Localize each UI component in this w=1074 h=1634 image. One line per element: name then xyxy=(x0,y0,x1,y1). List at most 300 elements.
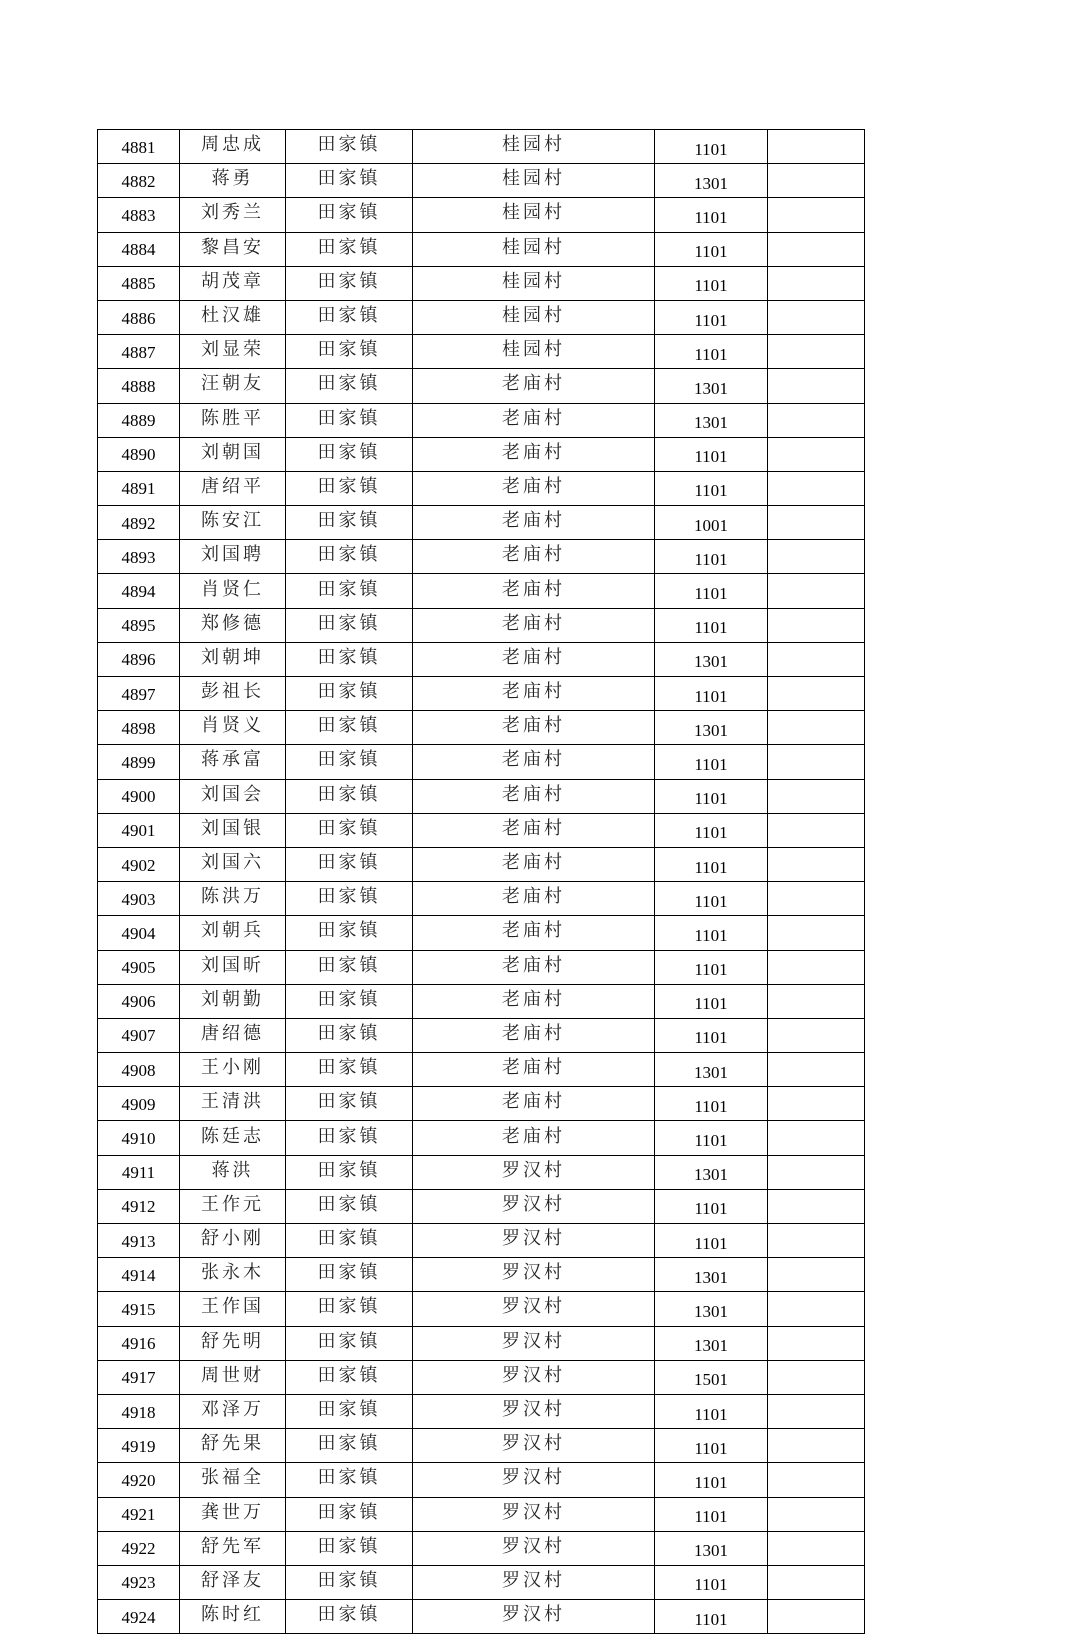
cell-note xyxy=(768,847,865,881)
cell-code: 1301 xyxy=(655,403,768,437)
cell-village: 罗汉村 xyxy=(413,1394,655,1428)
cell-name: 陈时红 xyxy=(180,1600,286,1634)
cell-code: 1101 xyxy=(655,847,768,881)
cell-village: 罗汉村 xyxy=(413,1258,655,1292)
table-row xyxy=(98,1497,865,1531)
cell-town: 田家镇 xyxy=(286,1258,413,1292)
cell-index: 4920 xyxy=(98,1463,180,1497)
table-row xyxy=(98,950,865,984)
cell-code: 1101 xyxy=(655,1224,768,1258)
cell-note xyxy=(768,1600,865,1634)
table-row xyxy=(98,1155,865,1189)
cell-note xyxy=(768,1497,865,1531)
cell-note xyxy=(768,677,865,711)
table-row xyxy=(98,1121,865,1155)
table-row xyxy=(98,1429,865,1463)
cell-note xyxy=(768,471,865,505)
cell-village: 罗汉村 xyxy=(413,1565,655,1599)
cell-village: 罗汉村 xyxy=(413,1600,655,1634)
cell-village: 罗汉村 xyxy=(413,1360,655,1394)
cell-code: 1101 xyxy=(655,1497,768,1531)
cell-town: 田家镇 xyxy=(286,1600,413,1634)
cell-code: 1301 xyxy=(655,1258,768,1292)
table-row xyxy=(98,1189,865,1223)
cell-town: 田家镇 xyxy=(286,711,413,745)
cell-town: 田家镇 xyxy=(286,1497,413,1531)
cell-village: 老庙村 xyxy=(413,745,655,779)
cell-index: 4897 xyxy=(98,677,180,711)
cell-town: 田家镇 xyxy=(286,882,413,916)
table-row xyxy=(98,847,865,881)
cell-note xyxy=(768,574,865,608)
cell-index: 4923 xyxy=(98,1565,180,1599)
cell-town: 田家镇 xyxy=(286,642,413,676)
cell-note xyxy=(768,198,865,232)
cell-note xyxy=(768,608,865,642)
cell-village: 罗汉村 xyxy=(413,1497,655,1531)
cell-village: 老庙村 xyxy=(413,711,655,745)
cell-village: 罗汉村 xyxy=(413,1155,655,1189)
cell-code: 1101 xyxy=(655,574,768,608)
cell-name: 胡茂章 xyxy=(180,266,286,300)
cell-code: 1101 xyxy=(655,1565,768,1599)
cell-village: 罗汉村 xyxy=(413,1531,655,1565)
cell-town: 田家镇 xyxy=(286,574,413,608)
cell-note xyxy=(768,1531,865,1565)
cell-code: 1101 xyxy=(655,540,768,574)
cell-name: 肖贤仁 xyxy=(180,574,286,608)
cell-village: 罗汉村 xyxy=(413,1326,655,1360)
records-table-body xyxy=(98,130,865,1634)
cell-village: 老庙村 xyxy=(413,916,655,950)
cell-note xyxy=(768,882,865,916)
cell-name: 肖贤义 xyxy=(180,711,286,745)
cell-town: 田家镇 xyxy=(286,1121,413,1155)
cell-note xyxy=(768,779,865,813)
cell-note xyxy=(768,1565,865,1599)
cell-index: 4900 xyxy=(98,779,180,813)
cell-name: 王小刚 xyxy=(180,1053,286,1087)
table-row xyxy=(98,677,865,711)
cell-note xyxy=(768,335,865,369)
cell-town: 田家镇 xyxy=(286,1360,413,1394)
table-row xyxy=(98,608,865,642)
cell-index: 4917 xyxy=(98,1360,180,1394)
cell-name: 王作元 xyxy=(180,1189,286,1223)
cell-index: 4924 xyxy=(98,1600,180,1634)
cell-note xyxy=(768,130,865,164)
cell-name: 蒋洪 xyxy=(180,1155,286,1189)
cell-name: 舒先果 xyxy=(180,1429,286,1463)
table-row xyxy=(98,745,865,779)
table-row xyxy=(98,1258,865,1292)
table-row xyxy=(98,1360,865,1394)
cell-index: 4892 xyxy=(98,506,180,540)
cell-note xyxy=(768,1087,865,1121)
cell-village: 老庙村 xyxy=(413,1087,655,1121)
cell-note xyxy=(768,1155,865,1189)
cell-note xyxy=(768,950,865,984)
cell-index: 4909 xyxy=(98,1087,180,1121)
cell-code: 1101 xyxy=(655,1429,768,1463)
cell-name: 汪朝友 xyxy=(180,369,286,403)
cell-index: 4919 xyxy=(98,1429,180,1463)
cell-note xyxy=(768,984,865,1018)
cell-town: 田家镇 xyxy=(286,540,413,574)
cell-village: 罗汉村 xyxy=(413,1429,655,1463)
cell-index: 4908 xyxy=(98,1053,180,1087)
cell-index: 4901 xyxy=(98,813,180,847)
cell-village: 桂园村 xyxy=(413,300,655,334)
cell-town: 田家镇 xyxy=(286,1155,413,1189)
cell-index: 4911 xyxy=(98,1155,180,1189)
table-row xyxy=(98,1224,865,1258)
table-row xyxy=(98,471,865,505)
cell-town: 田家镇 xyxy=(286,984,413,1018)
cell-village: 老庙村 xyxy=(413,779,655,813)
cell-village: 罗汉村 xyxy=(413,1292,655,1326)
cell-code: 1101 xyxy=(655,130,768,164)
cell-code: 1101 xyxy=(655,266,768,300)
cell-town: 田家镇 xyxy=(286,608,413,642)
cell-village: 罗汉村 xyxy=(413,1463,655,1497)
table-row xyxy=(98,984,865,1018)
cell-name: 刘国昕 xyxy=(180,950,286,984)
table-row xyxy=(98,232,865,266)
cell-index: 4895 xyxy=(98,608,180,642)
cell-note xyxy=(768,1053,865,1087)
cell-village: 桂园村 xyxy=(413,232,655,266)
table-row xyxy=(98,916,865,950)
table-row xyxy=(98,1292,865,1326)
cell-index: 4905 xyxy=(98,950,180,984)
cell-index: 4891 xyxy=(98,471,180,505)
cell-note xyxy=(768,711,865,745)
cell-village: 桂园村 xyxy=(413,130,655,164)
cell-town: 田家镇 xyxy=(286,677,413,711)
cell-town: 田家镇 xyxy=(286,471,413,505)
cell-name: 刘国银 xyxy=(180,813,286,847)
cell-index: 4904 xyxy=(98,916,180,950)
cell-code: 1301 xyxy=(655,711,768,745)
cell-village: 老庙村 xyxy=(413,1121,655,1155)
cell-index: 4896 xyxy=(98,642,180,676)
table-row xyxy=(98,369,865,403)
cell-village: 老庙村 xyxy=(413,847,655,881)
cell-town: 田家镇 xyxy=(286,745,413,779)
cell-town: 田家镇 xyxy=(286,916,413,950)
cell-village: 老庙村 xyxy=(413,540,655,574)
cell-town: 田家镇 xyxy=(286,300,413,334)
table-row xyxy=(98,1087,865,1121)
cell-code: 1101 xyxy=(655,232,768,266)
table-row xyxy=(98,1600,865,1634)
cell-town: 田家镇 xyxy=(286,813,413,847)
cell-index: 4886 xyxy=(98,300,180,334)
table-row xyxy=(98,1053,865,1087)
cell-name: 舒泽友 xyxy=(180,1565,286,1599)
cell-index: 4912 xyxy=(98,1189,180,1223)
cell-village: 老庙村 xyxy=(413,882,655,916)
cell-village: 老庙村 xyxy=(413,813,655,847)
cell-note xyxy=(768,1224,865,1258)
cell-town: 田家镇 xyxy=(286,198,413,232)
cell-index: 4906 xyxy=(98,984,180,1018)
cell-village: 老庙村 xyxy=(413,437,655,471)
cell-code: 1101 xyxy=(655,1600,768,1634)
table-row xyxy=(98,506,865,540)
cell-note xyxy=(768,1463,865,1497)
cell-code: 1301 xyxy=(655,1053,768,1087)
cell-code: 1101 xyxy=(655,950,768,984)
cell-code: 1101 xyxy=(655,1121,768,1155)
cell-name: 刘国聘 xyxy=(180,540,286,574)
cell-village: 老庙村 xyxy=(413,369,655,403)
cell-index: 4914 xyxy=(98,1258,180,1292)
cell-village: 老庙村 xyxy=(413,506,655,540)
cell-code: 1301 xyxy=(655,369,768,403)
cell-village: 老庙村 xyxy=(413,403,655,437)
cell-town: 田家镇 xyxy=(286,1463,413,1497)
cell-town: 田家镇 xyxy=(286,1189,413,1223)
cell-index: 4885 xyxy=(98,266,180,300)
cell-code: 1301 xyxy=(655,642,768,676)
cell-village: 老庙村 xyxy=(413,677,655,711)
cell-village: 老庙村 xyxy=(413,984,655,1018)
cell-note xyxy=(768,1018,865,1052)
cell-town: 田家镇 xyxy=(286,232,413,266)
cell-note xyxy=(768,1258,865,1292)
cell-town: 田家镇 xyxy=(286,1429,413,1463)
table-row xyxy=(98,540,865,574)
cell-index: 4910 xyxy=(98,1121,180,1155)
cell-village: 桂园村 xyxy=(413,164,655,198)
cell-name: 刘秀兰 xyxy=(180,198,286,232)
cell-code: 1101 xyxy=(655,1394,768,1428)
cell-index: 4889 xyxy=(98,403,180,437)
cell-name: 刘显荣 xyxy=(180,335,286,369)
table-row xyxy=(98,335,865,369)
cell-code: 1101 xyxy=(655,335,768,369)
cell-note xyxy=(768,745,865,779)
cell-town: 田家镇 xyxy=(286,847,413,881)
cell-code: 1101 xyxy=(655,745,768,779)
table-row xyxy=(98,1531,865,1565)
cell-name: 邓泽万 xyxy=(180,1394,286,1428)
cell-note xyxy=(768,300,865,334)
cell-code: 1101 xyxy=(655,471,768,505)
cell-name: 郑修德 xyxy=(180,608,286,642)
cell-note xyxy=(768,1326,865,1360)
cell-index: 4888 xyxy=(98,369,180,403)
cell-note xyxy=(768,1394,865,1428)
cell-village: 老庙村 xyxy=(413,642,655,676)
table-row xyxy=(98,1463,865,1497)
cell-note xyxy=(768,437,865,471)
table-row xyxy=(98,1565,865,1599)
cell-town: 田家镇 xyxy=(286,1224,413,1258)
cell-index: 4887 xyxy=(98,335,180,369)
cell-name: 黎昌安 xyxy=(180,232,286,266)
cell-town: 田家镇 xyxy=(286,266,413,300)
cell-index: 4882 xyxy=(98,164,180,198)
cell-name: 舒先明 xyxy=(180,1326,286,1360)
cell-index: 4915 xyxy=(98,1292,180,1326)
cell-note xyxy=(768,916,865,950)
cell-index: 4893 xyxy=(98,540,180,574)
cell-index: 4903 xyxy=(98,882,180,916)
cell-name: 陈安江 xyxy=(180,506,286,540)
cell-name: 杜汉雄 xyxy=(180,300,286,334)
cell-note xyxy=(768,1292,865,1326)
cell-code: 1501 xyxy=(655,1360,768,1394)
cell-index: 4907 xyxy=(98,1018,180,1052)
cell-code: 1101 xyxy=(655,437,768,471)
cell-name: 刘朝国 xyxy=(180,437,286,471)
cell-village: 老庙村 xyxy=(413,1053,655,1087)
cell-town: 田家镇 xyxy=(286,437,413,471)
table-row xyxy=(98,711,865,745)
table-row xyxy=(98,300,865,334)
table-row xyxy=(98,198,865,232)
cell-town: 田家镇 xyxy=(286,1053,413,1087)
cell-town: 田家镇 xyxy=(286,369,413,403)
cell-note xyxy=(768,1189,865,1223)
cell-village: 桂园村 xyxy=(413,335,655,369)
cell-village: 老庙村 xyxy=(413,471,655,505)
cell-village: 桂园村 xyxy=(413,198,655,232)
cell-name: 周忠成 xyxy=(180,130,286,164)
cell-name: 彭祖长 xyxy=(180,677,286,711)
cell-town: 田家镇 xyxy=(286,1087,413,1121)
cell-note xyxy=(768,813,865,847)
cell-note xyxy=(768,403,865,437)
cell-code: 1101 xyxy=(655,608,768,642)
cell-note xyxy=(768,540,865,574)
cell-note xyxy=(768,266,865,300)
cell-village: 老庙村 xyxy=(413,574,655,608)
cell-name: 蒋承富 xyxy=(180,745,286,779)
cell-town: 田家镇 xyxy=(286,1018,413,1052)
cell-village: 桂园村 xyxy=(413,266,655,300)
cell-code: 1101 xyxy=(655,779,768,813)
table-row xyxy=(98,437,865,471)
cell-note xyxy=(768,369,865,403)
cell-code: 1301 xyxy=(655,164,768,198)
cell-note xyxy=(768,1429,865,1463)
cell-name: 刘国六 xyxy=(180,847,286,881)
table-row xyxy=(98,779,865,813)
cell-name: 刘朝兵 xyxy=(180,916,286,950)
table-row xyxy=(98,882,865,916)
table-row xyxy=(98,403,865,437)
table-row xyxy=(98,813,865,847)
cell-code: 1301 xyxy=(655,1531,768,1565)
cell-village: 老庙村 xyxy=(413,608,655,642)
table-row xyxy=(98,1394,865,1428)
cell-town: 田家镇 xyxy=(286,1394,413,1428)
table-row xyxy=(98,130,865,164)
cell-index: 4883 xyxy=(98,198,180,232)
cell-name: 王作国 xyxy=(180,1292,286,1326)
cell-note xyxy=(768,1360,865,1394)
cell-code: 1301 xyxy=(655,1326,768,1360)
cell-name: 唐绍平 xyxy=(180,471,286,505)
cell-note xyxy=(768,642,865,676)
cell-code: 1101 xyxy=(655,813,768,847)
cell-town: 田家镇 xyxy=(286,950,413,984)
cell-code: 1101 xyxy=(655,916,768,950)
cell-note xyxy=(768,1121,865,1155)
cell-name: 王清洪 xyxy=(180,1087,286,1121)
cell-name: 陈胜平 xyxy=(180,403,286,437)
cell-town: 田家镇 xyxy=(286,164,413,198)
cell-town: 田家镇 xyxy=(286,1292,413,1326)
table-row xyxy=(98,642,865,676)
cell-index: 4921 xyxy=(98,1497,180,1531)
cell-note xyxy=(768,164,865,198)
cell-index: 4922 xyxy=(98,1531,180,1565)
cell-town: 田家镇 xyxy=(286,335,413,369)
cell-name: 周世财 xyxy=(180,1360,286,1394)
cell-village: 罗汉村 xyxy=(413,1189,655,1223)
table-row xyxy=(98,1326,865,1360)
cell-index: 4898 xyxy=(98,711,180,745)
table-row xyxy=(98,266,865,300)
cell-code: 1101 xyxy=(655,677,768,711)
records-table xyxy=(97,129,865,1634)
cell-index: 4918 xyxy=(98,1394,180,1428)
cell-code: 1101 xyxy=(655,1087,768,1121)
cell-village: 老庙村 xyxy=(413,950,655,984)
cell-note xyxy=(768,232,865,266)
cell-town: 田家镇 xyxy=(286,779,413,813)
cell-village: 罗汉村 xyxy=(413,1224,655,1258)
cell-name: 陈廷志 xyxy=(180,1121,286,1155)
cell-town: 田家镇 xyxy=(286,506,413,540)
cell-town: 田家镇 xyxy=(286,1531,413,1565)
cell-index: 4894 xyxy=(98,574,180,608)
cell-index: 4913 xyxy=(98,1224,180,1258)
cell-code: 1301 xyxy=(655,1292,768,1326)
cell-town: 田家镇 xyxy=(286,403,413,437)
cell-name: 刘朝坤 xyxy=(180,642,286,676)
cell-name: 张福全 xyxy=(180,1463,286,1497)
cell-code: 1101 xyxy=(655,300,768,334)
cell-code: 1101 xyxy=(655,1463,768,1497)
cell-index: 4916 xyxy=(98,1326,180,1360)
cell-name: 刘国会 xyxy=(180,779,286,813)
cell-name: 龚世万 xyxy=(180,1497,286,1531)
cell-index: 4884 xyxy=(98,232,180,266)
table-row xyxy=(98,574,865,608)
table-row xyxy=(98,1018,865,1052)
cell-name: 蒋勇 xyxy=(180,164,286,198)
cell-village: 老庙村 xyxy=(413,1018,655,1052)
cell-index: 4899 xyxy=(98,745,180,779)
cell-name: 张永木 xyxy=(180,1258,286,1292)
cell-index: 4902 xyxy=(98,847,180,881)
cell-code: 1001 xyxy=(655,506,768,540)
cell-code: 1101 xyxy=(655,1189,768,1223)
cell-name: 陈洪万 xyxy=(180,882,286,916)
cell-name: 舒先军 xyxy=(180,1531,286,1565)
cell-name: 刘朝勤 xyxy=(180,984,286,1018)
cell-town: 田家镇 xyxy=(286,1326,413,1360)
cell-index: 4890 xyxy=(98,437,180,471)
cell-code: 1101 xyxy=(655,198,768,232)
cell-code: 1101 xyxy=(655,882,768,916)
